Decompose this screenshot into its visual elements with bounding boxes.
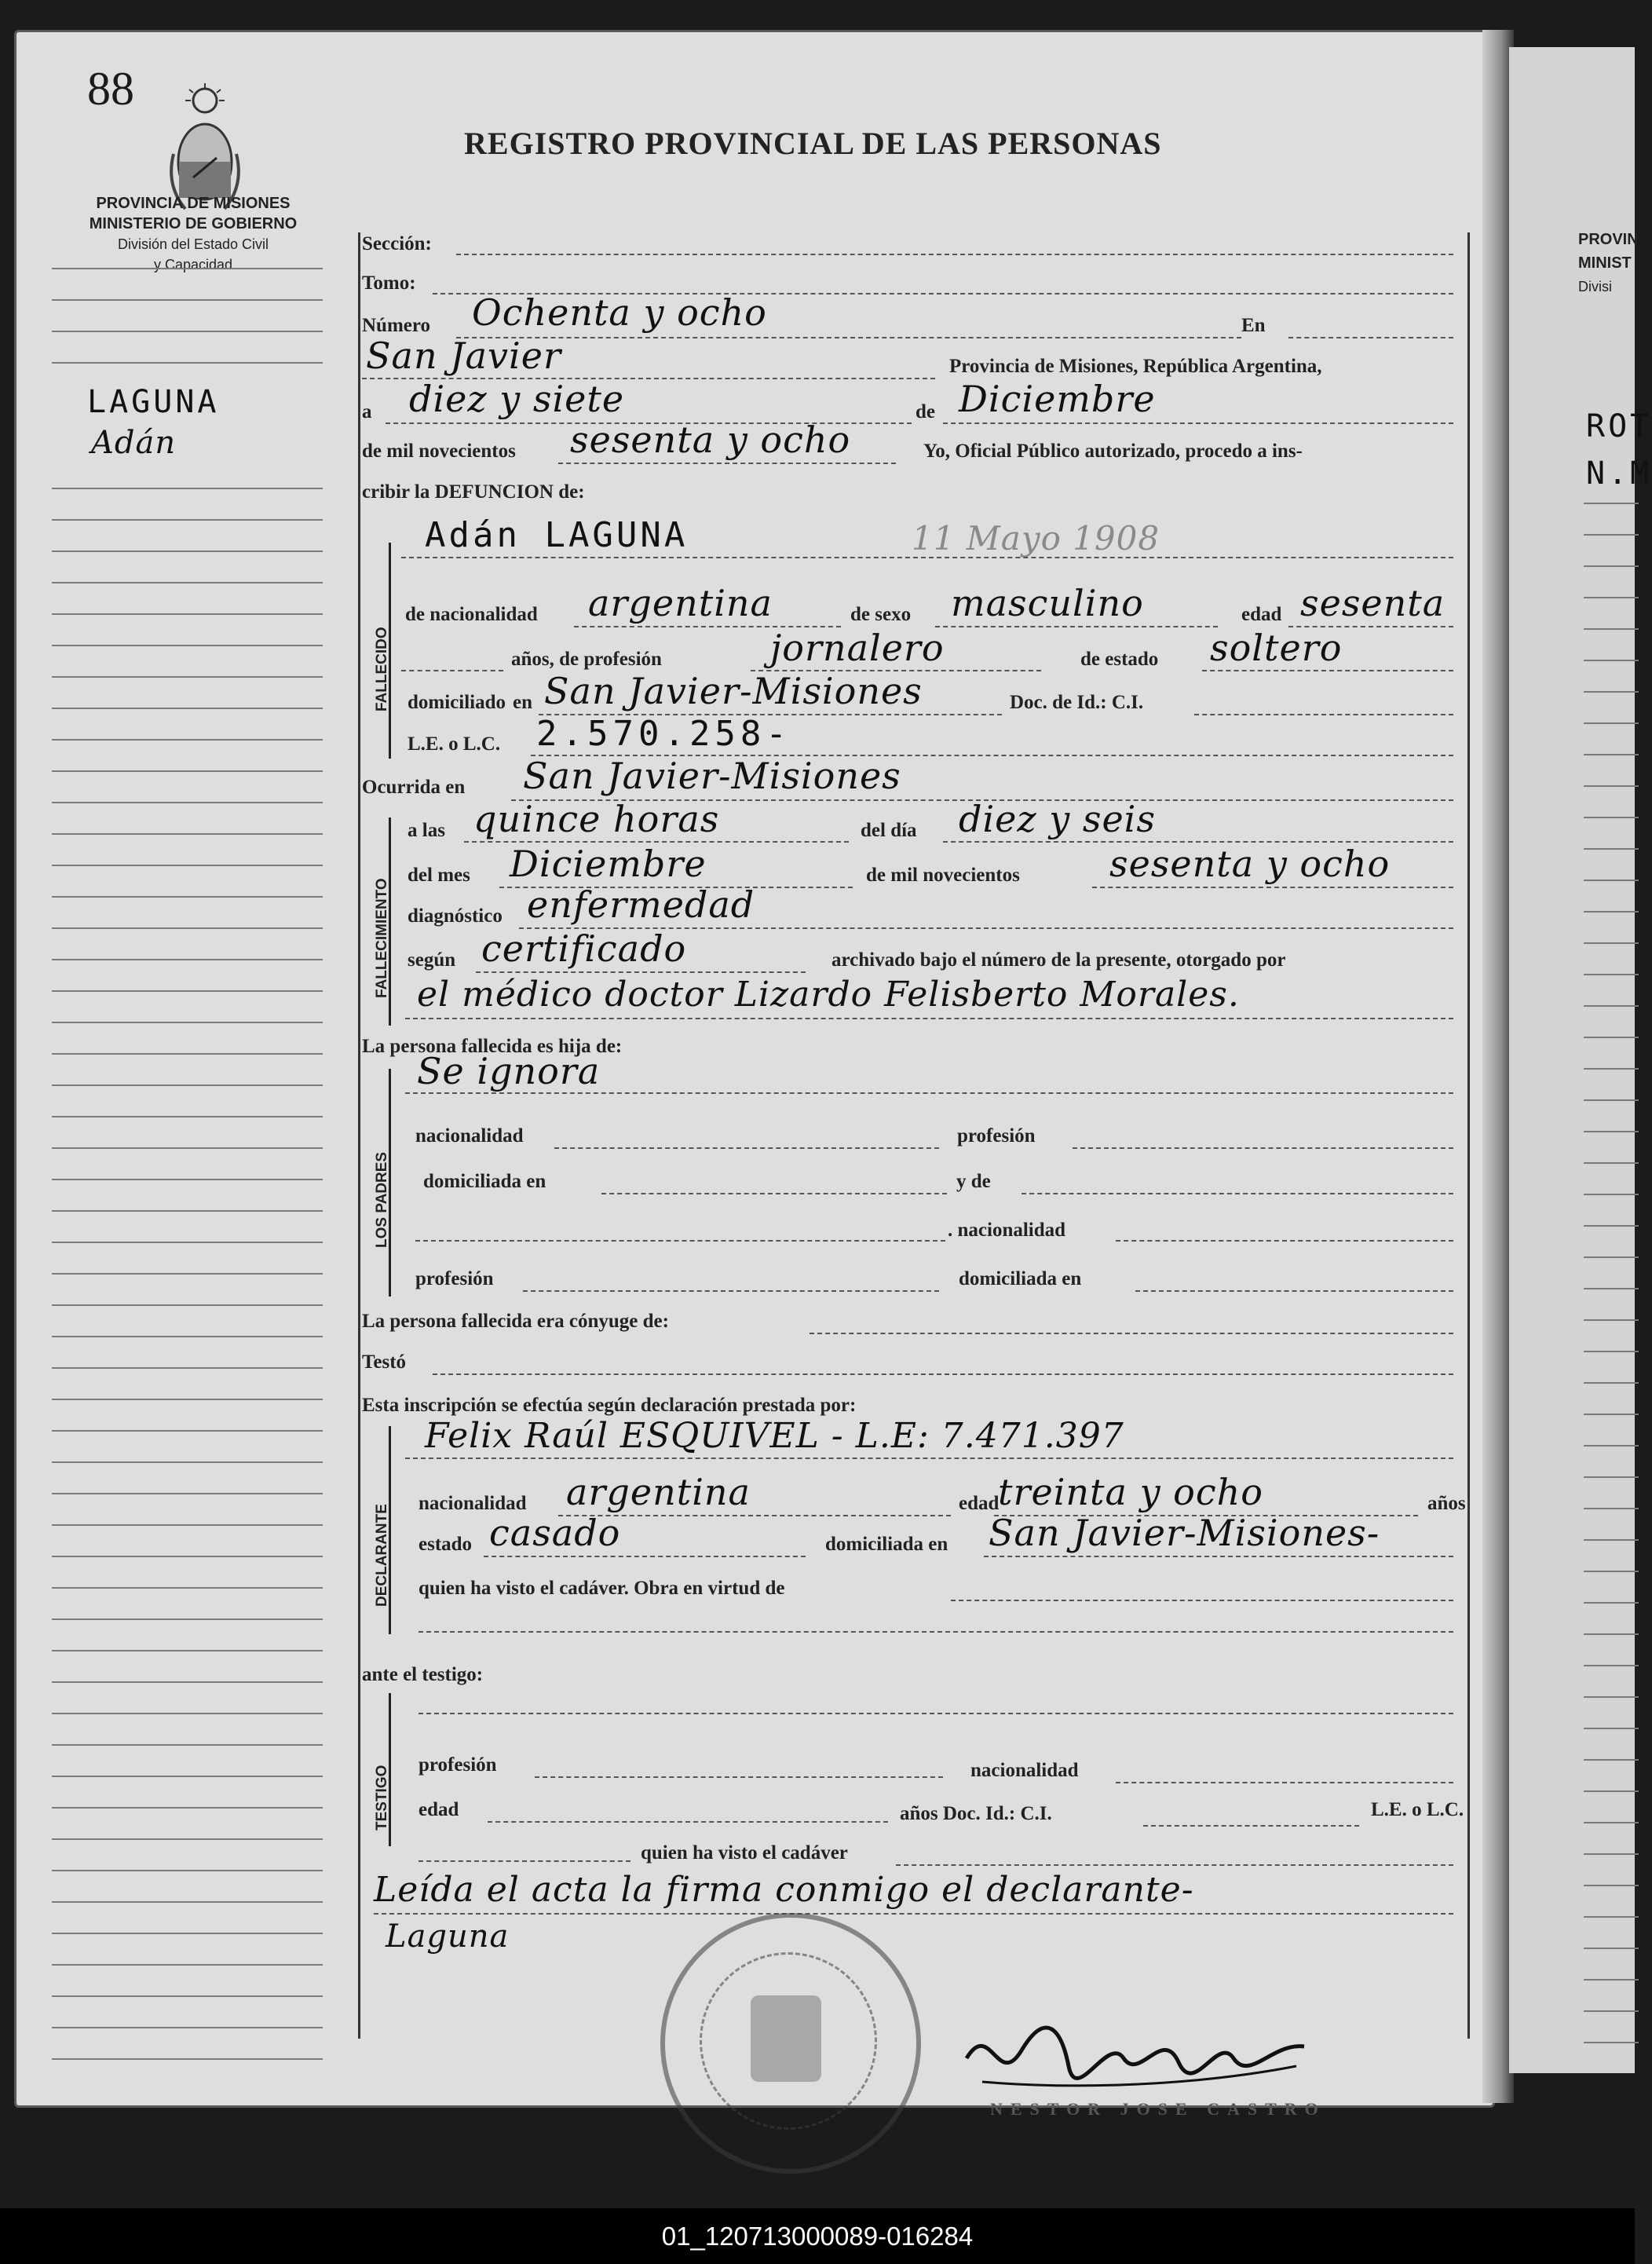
section-fallecimiento: FALLECIMIENTO <box>374 878 390 998</box>
margin-rule <box>52 488 323 489</box>
next-page-rule <box>1584 1633 1639 1635</box>
margin-rule <box>52 331 323 332</box>
next-page-rule <box>1584 1571 1639 1572</box>
margin-rule <box>52 1650 323 1651</box>
margin-rule <box>52 1147 323 1149</box>
institution-header <box>64 193 323 275</box>
label-madre-nacionalidad: . nacionalidad <box>948 1220 1066 1241</box>
hw-nombre: Adán LAGUNA <box>425 515 689 555</box>
next-header-line: Divisi <box>1578 279 1612 294</box>
margin-rule <box>52 299 323 301</box>
next-page-rule <box>1584 1099 1639 1101</box>
margin-surname: LAGUNA <box>87 384 220 420</box>
right-border <box>1467 232 1470 2039</box>
label-testigo-le-lc: L.E. o L.C. <box>1371 1799 1464 1820</box>
hw-declarante-estado: casado <box>489 1512 621 1554</box>
next-page-name-1: ROT <box>1586 408 1652 444</box>
margin-rule <box>52 1210 323 1212</box>
next-page-rule <box>1584 880 1639 881</box>
margin-rule <box>52 802 323 803</box>
label-inscripcion: Esta inscripción se efectúa según declaración prestada por: <box>362 1395 857 1416</box>
label-padre-nacionalidad: nacionalidad <box>415 1125 524 1147</box>
margin-rule <box>52 2058 323 2060</box>
label-a: a <box>362 401 372 422</box>
margin-rule <box>52 582 323 583</box>
margin-rule <box>52 865 323 866</box>
margin-rule <box>52 1556 323 1557</box>
label-de: de <box>916 401 935 422</box>
hw-anio: sesenta y ocho <box>570 419 851 461</box>
hw-lugar: San Javier <box>366 335 561 377</box>
next-page-rule <box>1584 2010 1639 2012</box>
hw-medico: el médico doctor Lizardo Felisberto Morales. <box>417 975 1240 1015</box>
margin-rule <box>52 1995 323 1997</box>
next-page-name-2: N.M <box>1586 455 1652 492</box>
page-title: REGISTRO PROVINCIAL DE LAS PERSONAS <box>464 126 1162 161</box>
label-cribir: cribir la DEFUNCION de: <box>362 481 585 503</box>
next-page-rule <box>1584 817 1639 818</box>
hw-declarante-domicilio: San Javier-Misiones- <box>989 1512 1380 1554</box>
next-page-rule <box>1584 1288 1639 1289</box>
margin-rule <box>52 550 323 552</box>
hw-edad: sesenta <box>1300 582 1446 624</box>
label-testigo-anos-doc: años Doc. Id.: C.I. <box>900 1803 1052 1824</box>
hw-dia: diez y siete <box>409 378 625 420</box>
hw-numero: Ochenta y ocho <box>472 291 767 334</box>
next-page-rule <box>1584 1476 1639 1478</box>
margin-rule <box>52 1901 323 1903</box>
hw-cierre: Leída el acta la firma conmigo el declarante- <box>374 1870 1194 1910</box>
label-de-mil-2: de mil novecientos <box>866 865 1020 886</box>
margin-rule <box>52 1493 323 1494</box>
label-padre-profesion: profesión <box>957 1125 1036 1147</box>
official-name-stamp: NESTOR JOSE CASTRO <box>990 2099 1326 2119</box>
margin-rule <box>52 645 323 646</box>
hw-certificado: certificado <box>481 927 687 970</box>
register-page <box>14 30 1495 2119</box>
next-page-rule <box>1584 1037 1639 1038</box>
next-page-rule <box>1584 2042 1639 2043</box>
margin-given-name: Adán <box>91 425 177 461</box>
next-page-rule <box>1584 1382 1639 1384</box>
next-page-rule <box>1584 1665 1639 1666</box>
label-y-de: y de <box>956 1171 991 1192</box>
label-doc-id: Doc. de Id.: C.I. <box>1010 692 1144 713</box>
label-declarante-nacionalidad: nacionalidad <box>418 1493 527 1514</box>
margin-rule <box>52 1807 323 1809</box>
next-page-rule <box>1584 628 1639 630</box>
next-header-line: PROVIN <box>1578 231 1639 248</box>
margin-rule <box>52 990 323 992</box>
label-testigo-edad: edad <box>418 1799 459 1820</box>
next-page-rule <box>1584 534 1639 536</box>
signature-official <box>959 2011 1320 2109</box>
label-ocurrida: Ocurrida en <box>362 777 466 798</box>
margin-rule <box>52 613 323 615</box>
margin-rule <box>52 708 323 709</box>
next-page-rule <box>1584 1445 1639 1447</box>
next-page-rule <box>1584 848 1639 850</box>
label-declarante-edad: edad <box>959 1493 1000 1514</box>
label-sexo: de sexo <box>850 604 912 625</box>
label-testo: Testó <box>362 1351 407 1373</box>
label-padre-domiciliada: domiciliada en <box>423 1171 546 1192</box>
next-page-edge <box>1509 47 1652 2073</box>
margin-rule <box>52 1179 323 1180</box>
label-del-dia: del día <box>861 820 917 841</box>
label-anos-profesion: años, de profesión <box>511 649 662 670</box>
section-testigo: TESTIGO <box>374 1765 390 1831</box>
label-de-mil: de mil novecientos <box>362 441 516 462</box>
next-page-rule <box>1584 597 1639 598</box>
next-page-rule <box>1584 911 1639 913</box>
next-page-rule <box>1584 565 1639 567</box>
margin-rule <box>52 1933 323 1934</box>
hw-ocurrida: San Javier-Misiones <box>523 755 901 797</box>
next-page-rule <box>1584 1696 1639 1698</box>
hw-diagnostico: enfermedad <box>527 883 755 926</box>
margin-rule <box>52 1587 323 1589</box>
margin-divider <box>358 232 360 2039</box>
next-page-rule <box>1584 1728 1639 1729</box>
section-los-padres: LOS PADRES <box>374 1151 390 1248</box>
hw-mes-fallecimiento: Diciembre <box>510 843 707 885</box>
label-testigo-cadaver: quien ha visto el cadáver <box>641 1842 848 1864</box>
hw-dia-fallecimiento: diez y seis <box>959 798 1156 840</box>
next-header-line: MINIST <box>1578 254 1632 272</box>
margin-rule <box>52 1964 323 1966</box>
next-page-rule <box>1584 1068 1639 1070</box>
hw-profesion: jornalero <box>770 627 945 669</box>
label-declarante-estado: estado <box>418 1534 473 1555</box>
next-page-rule <box>1584 1351 1639 1352</box>
next-page-rule <box>1584 1508 1639 1509</box>
next-page-rule <box>1584 1822 1639 1823</box>
margin-rule <box>52 770 323 772</box>
margin-rule <box>52 1681 323 1683</box>
capacity-line: y Capacidad <box>153 257 233 272</box>
margin-rule <box>52 1053 323 1055</box>
next-page-rule <box>1584 1948 1639 1949</box>
next-page-rule <box>1584 1539 1639 1541</box>
margin-rule <box>52 1838 323 1840</box>
hw-estado: soltero <box>1210 627 1343 669</box>
next-page-rule <box>1584 1256 1639 1258</box>
next-page-rule <box>1584 503 1639 504</box>
label-seccion: Sección: <box>362 233 432 254</box>
margin-rule <box>52 1744 323 1746</box>
label-declarante-domiciliada: domiciliada en <box>825 1534 948 1555</box>
margin-rule <box>52 739 323 741</box>
label-testigo-profesion: profesión <box>418 1754 497 1776</box>
margin-rule <box>52 1116 323 1117</box>
province-line: PROVINCIA DE MISIONES <box>96 195 291 212</box>
section-declarante: DECLARANTE <box>374 1504 390 1607</box>
next-page-rule <box>1584 691 1639 693</box>
division-line: División del Estado Civil <box>117 236 269 252</box>
margin-rule <box>52 1461 323 1463</box>
margin-rule <box>52 1304 323 1306</box>
hw-documento: 2.570.258- <box>536 714 791 754</box>
label-ante-testigo: ante el testigo: <box>362 1664 484 1685</box>
label-hija-de: La persona fallecida es hija de: <box>362 1036 623 1057</box>
label-domiciliado: domiciliado <box>408 692 506 713</box>
label-declarante-anos: años <box>1427 1493 1466 1514</box>
next-page-rule <box>1584 785 1639 787</box>
label-en-domicilio: en <box>513 692 532 713</box>
label-diagnostico: diagnóstico <box>408 905 503 927</box>
label-provincia: Provincia de Misiones, República Argentina, <box>949 356 1322 377</box>
margin-rule <box>52 1399 323 1400</box>
next-page-rule <box>1584 974 1639 975</box>
next-page-rule <box>1584 1005 1639 1007</box>
margin-rule <box>52 1713 323 1714</box>
label-segun: según <box>408 949 456 971</box>
next-page-rule <box>1584 1319 1639 1321</box>
label-edad-fallecido: edad <box>1241 604 1282 625</box>
margin-rule <box>52 1367 323 1369</box>
next-page-rule <box>1584 1225 1639 1227</box>
next-page-rule <box>1584 1602 1639 1604</box>
margin-rule <box>52 268 323 269</box>
label-archivado: archivado bajo el número de la presente, otorgado por <box>831 949 1286 971</box>
label-yo-oficial: Yo, Oficial Público autorizado, procedo a ins- <box>923 441 1303 462</box>
next-page-rule <box>1584 1414 1639 1415</box>
next-page-rule <box>1584 1194 1639 1195</box>
label-tomo: Tomo: <box>362 272 416 294</box>
margin-rule <box>52 927 323 929</box>
next-page-rule <box>1584 1885 1639 1886</box>
next-page-rule <box>1584 1979 1639 1981</box>
margin-rule <box>52 1430 323 1432</box>
section-fallecido: FALLECIDO <box>374 627 390 711</box>
label-del-mes: del mes <box>408 865 470 886</box>
label-en: En <box>1241 315 1266 336</box>
margin-rule <box>52 1022 323 1023</box>
next-page-rule <box>1584 1853 1639 1855</box>
margin-rule <box>52 519 323 521</box>
label-nacionalidad-fallecido: de nacionalidad <box>405 604 538 625</box>
hw-anio-fallecimiento: sesenta y ocho <box>1109 843 1391 885</box>
page-number: 88 <box>87 63 134 115</box>
hw-sexo: masculino <box>951 582 1144 624</box>
label-testigo-nacionalidad: nacionalidad <box>970 1760 1079 1781</box>
hw-mes: Diciembre <box>959 378 1156 420</box>
margin-rule <box>52 2027 323 2028</box>
margin-rule <box>52 1524 323 1526</box>
label-madre-domiciliada: domiciliada en <box>959 1268 1082 1289</box>
hw-hora: quince horas <box>473 798 720 840</box>
ministry-line: MINISTERIO DE GOBIERNO <box>89 215 298 232</box>
hw-nacionalidad: argentina <box>588 582 773 624</box>
next-page-rule <box>1584 1759 1639 1761</box>
seal-emblem-icon <box>751 1995 821 2082</box>
label-le-lc: L.E. o L.C. <box>408 733 501 755</box>
margin-rule <box>52 1618 323 1620</box>
label-estado-fallecido: de estado <box>1080 649 1159 670</box>
hw-padres: Se ignora <box>417 1050 601 1092</box>
next-page-rule <box>1584 942 1639 944</box>
margin-rule <box>52 1084 323 1086</box>
margin-rule <box>52 1776 323 1777</box>
hw-declarante-edad: treinta y ocho <box>998 1471 1263 1513</box>
margin-rule <box>52 1273 323 1275</box>
hw-domicilio: San Javier-Misiones <box>544 670 923 712</box>
next-page-rule <box>1584 722 1639 724</box>
next-page-rule <box>1584 1916 1639 1918</box>
label-conyuge: La persona fallecida era cónyuge de: <box>362 1311 669 1332</box>
margin-rule <box>52 362 323 364</box>
label-a-las: a las <box>408 820 445 841</box>
next-page-rule <box>1584 1790 1639 1792</box>
margin-rule <box>52 833 323 835</box>
hw-declarante: Felix Raúl ESQUIVEL - L.E: 7.471.397 <box>425 1416 1124 1456</box>
label-visto-cadaver: quien ha visto el cadáver. Obra en virtud de <box>418 1578 785 1599</box>
next-page-rule <box>1584 1162 1639 1164</box>
hw-declarante-nacionalidad: argentina <box>566 1471 751 1513</box>
margin-rule <box>52 676 323 678</box>
label-numero: Número <box>362 315 431 336</box>
next-page-rule <box>1584 660 1639 661</box>
hw-fecha-nac: 11 Mayo 1908 <box>912 519 1160 558</box>
signature-declarante: Laguna <box>386 1918 510 1955</box>
image-id-footer: 01_120713000089-016284 <box>0 2208 1635 2264</box>
next-page-rule <box>1584 754 1639 755</box>
margin-rule <box>52 896 323 898</box>
next-page-rule <box>1584 1131 1639 1132</box>
margin-rule <box>52 1870 323 1871</box>
label-madre-profesion: profesión <box>415 1268 494 1289</box>
margin-rule <box>52 1242 323 1243</box>
next-page-header <box>1578 228 1639 298</box>
margin-rule <box>52 959 323 960</box>
margin-rule <box>52 1336 323 1337</box>
